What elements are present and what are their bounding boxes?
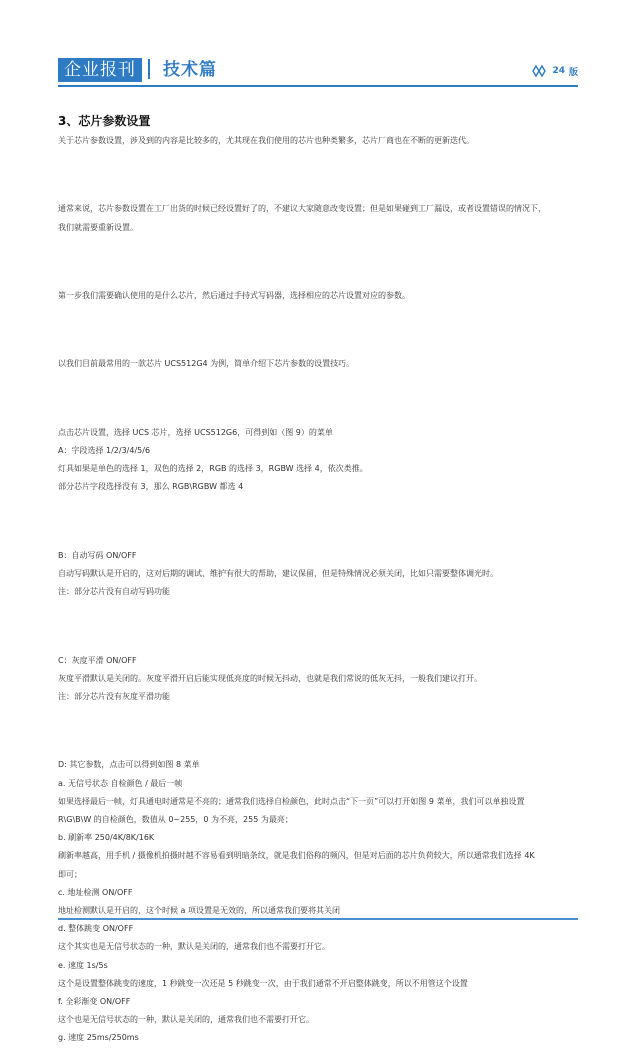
issue-badge: [532, 62, 578, 80]
header-divider: [148, 59, 150, 79]
text-line: 即可；: [58, 869, 82, 879]
text-line: 地址检测默认是开启的，这个时候 a 项设置是无效的，所以通常我们要将其关闭: [58, 905, 340, 915]
text-line: 点击芯片设置，选择 UCS 芯片，选择 UCS512G6，可得到如（图 9）的菜单: [58, 427, 333, 437]
issue-unit: 版: [568, 67, 578, 78]
text-line: 这个是设置整体跳变的速度，1 秒跳变一次还是 5 秒跳变一次，由于我们通常不开启整体跳变，所以不用管这个设置: [58, 978, 468, 988]
text-line: R\G\B\W 的自检颜色，数值从 0~255，0 为不亮，255 为最亮；: [58, 814, 293, 824]
section-title: 技术篇: [163, 60, 217, 80]
text-line: b. 刷新率 250/4K/8K/16K: [58, 833, 155, 843]
text-line: 这个也是无信号状态的一种，默认是关闭的，通常我们也不需要打开它。: [58, 1015, 314, 1025]
text-line: f. 全彩渐变 ON/OFF: [58, 997, 131, 1006]
text-line: C：灰度平滑 ON/OFF: [58, 655, 137, 665]
text-line: B：自动写码 ON/OFF: [58, 550, 137, 560]
text-line: 如果选择最后一帧，灯具通电时通常是不亮的；通常我们选择自检颜色，此时点击“下一页”可以打开如图 9 菜单，我们可以单独设置: [58, 796, 525, 806]
text-line: 部分芯片字段选择没有 3，那么 RGB\RGBW 都选 4: [58, 482, 244, 492]
text-line: 我们就需要重新设置。: [58, 222, 138, 232]
publisher-logo-icon: [532, 65, 548, 77]
paragraph-gap: [58, 513, 580, 531]
publication-name: 企业报刊: [58, 58, 142, 82]
page-header: [58, 58, 578, 84]
text-line: 刷新率越高，用手机 / 摄像机拍摄时越不容易看到明暗条纹，就是我们俗称的频闪，但是对后面的芯片负荷较大，所以通常我们选择 4K: [58, 851, 535, 861]
paragraph-gap: [58, 253, 580, 271]
paragraph-gap: [58, 617, 580, 635]
paragraph-gap: [58, 166, 580, 184]
paragraph-gap: [58, 321, 580, 339]
article-body: [58, 112, 580, 1048]
text-line: c. 地址检测 ON/OFF: [58, 887, 133, 897]
text-line: 注：部分芯片没有自动写码功能: [58, 587, 170, 597]
footer-rule: [58, 918, 578, 920]
text-line: 通常来说，芯片参数设置在工厂出货的时候已经设置好了的，不建议大家随意改变设置；但是如果碰到工厂漏设，或者设置错误的情况下，: [58, 204, 546, 214]
text-line: 这个其实也是无信号状态的一种，默认是关闭的，通常我们也不需要打开它。: [58, 942, 330, 952]
text-line: 注：部分芯片没有灰度平滑功能: [58, 691, 170, 701]
text-line: 以我们目前最常用的一款芯片 UCS512G4 为例，简单介绍下芯片参数的设置技巧。: [58, 359, 355, 369]
text-line: 灯具如果是单色的选择 1，双色的选择 2，RGB 的选择 3，RGBW 选择 4，依次类推。: [58, 464, 368, 474]
header-rule: [58, 85, 578, 87]
issue-number: 24: [552, 66, 565, 76]
article-lines: [58, 132, 580, 1048]
text-line: 关于芯片参数设置，涉及到的内容是比较多的，尤其现在我们使用的芯片也种类繁多，芯片厂商也在不断的更新迭代。: [58, 136, 474, 145]
text-line: g. 速度 25ms/250ms: [58, 1033, 139, 1043]
text-line: D: 其它参数，点击可以得到如图 8 菜单: [58, 760, 200, 770]
text-line: 灰度平滑默认是关闭的。灰度平滑开启后能实现低亮度的时候无抖动，也就是我们常说的低灰无抖，一般我们建议打开。: [58, 673, 482, 683]
paragraph-gap: [58, 722, 580, 740]
text-line: A：字段选择 1/2/3/4/5/6: [58, 445, 151, 455]
text-line: e. 速度 1s/5s: [58, 960, 108, 970]
text-line: 自动写码默认是开启的，这对后期的调试、维护有很大的帮助，建议保留，但是特殊情况必须关闭，比如只需要整体调光时。: [58, 568, 498, 578]
text-line: a. 无信号状态 自检颜色 / 最后一帧: [58, 778, 183, 788]
paragraph-gap: [58, 390, 580, 408]
text-line: 第一步我们需要确认使用的是什么芯片，然后通过手持式写码器，选择相应的芯片设置对应的参数。: [58, 290, 410, 300]
text-line: d. 整体跳变 ON/OFF: [58, 924, 134, 934]
article-title: 3、芯片参数设置: [58, 114, 151, 128]
